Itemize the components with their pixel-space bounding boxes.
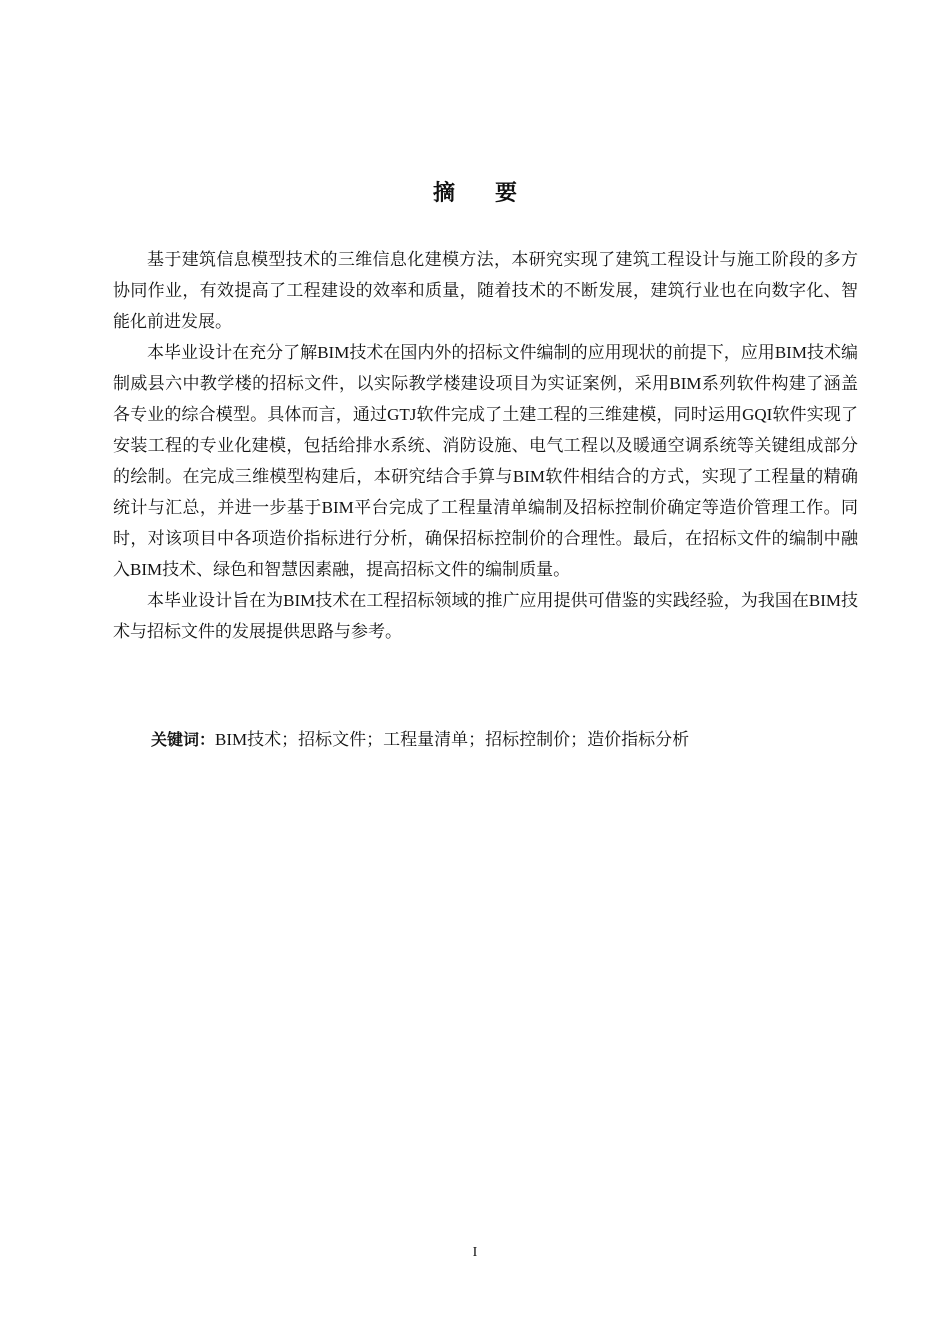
keywords-line — [113, 724, 858, 755]
keywords-label: 关键词： — [151, 730, 216, 749]
page-number: I — [472, 1245, 478, 1260]
abstract-paragraph-3: 本毕业设计旨在为BIM技术在工程招标领域的推广应用提供可借鉴的实践经验，为我国在BIM技术与招标文件的发展提供思路与参考。 — [113, 591, 858, 641]
abstract-body — [113, 244, 858, 647]
abstract-paragraph-2: 本毕业设计在充分了解BIM技术在国内外的招标文件编制的应用现状的前提下，应用BIM技术编制威县六中教学楼的招标文件，以实际教学楼建设项目为实证案例，采用BIM系列软件构建了涵盖各专业的综合模型。具体而言，通过GTJ软件完成了土建工程的三维建模，同时运用GQI软件实现了安装工程的专业化建模，包括给排水系统、消防设施、电气工程以及暖通空调系统等关键组成部分的绘制。在完成三维模型构建后，本研究结合手算与BIM软件相结合的方式，实现了工程量的精确统计与汇总，并进一步基于BIM平台完成了工程量清单编制及招标控制价确定等造价管理工作。同时，对该项目中各项造价指标进行分析，确保招标控制价的合理性。最后，在招标文件的编制中融入BIM技术、绿色和智慧因素融，提高招标文件的编制质量。 — [113, 343, 858, 579]
page-title: 摘要 — [432, 181, 557, 206]
keywords-text: BIM技术；招标文件；工程量清单；招标控制价；造价指标分析 — [215, 730, 690, 749]
abstract-paragraph-1: 基于建筑信息模型技术的三维信息化建模方法，本研究实现了建筑工程设计与施工阶段的多方协同作业，有效提高了工程建设的效率和质量，随着技术的不断发展，建筑行业也在向数字化、智能化前进发展。 — [113, 250, 858, 331]
